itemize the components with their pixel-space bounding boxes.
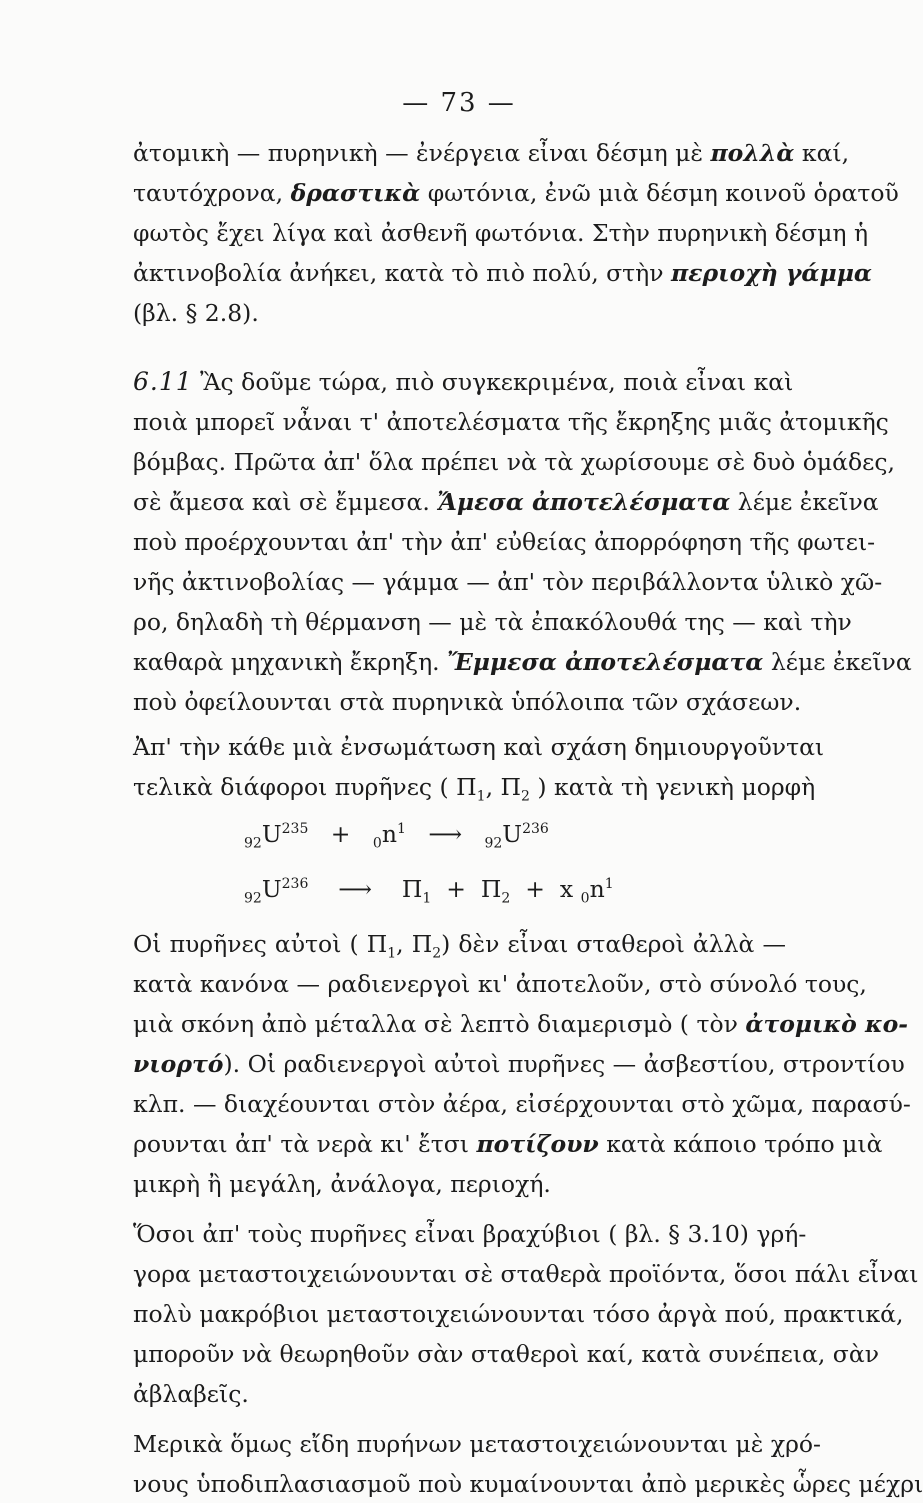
text-line [133,1045,905,1083]
text-segment: ποὺ ὀφείλουνται στὰ πυρηνικὰ ὑπόλοιπα τῶν σχάσεων. [133,688,802,716]
plus-sign: + [446,875,466,903]
text-segment: ρουνται ἀπ' τὰ νερὰ κι' ἔτσι [133,1130,477,1158]
text-segment: , Π [485,773,522,801]
text-line [133,1425,821,1463]
text-line [133,1125,883,1163]
text-line [133,174,899,212]
text-line [133,1165,786,1203]
text-segment: φωτὸς ἔχει λίγα καὶ ἀσθενῆ φωτόνια. Στὴν πυρηνικὴ δέσμη ἡ [133,219,869,247]
text-segment: καί, [794,139,850,167]
emphasized-term: νιορτό [133,1050,224,1078]
section-number: 6.11 [133,367,193,396]
text-line [133,1465,923,1503]
mass-number: 236 [281,876,309,893]
text-segment: Μερικὰ ὅμως εἴδη πυρήνων μεταστοιχειώνουνται μὲ χρό- [133,1430,821,1458]
text-segment: Ἂς δοῦμε τώρα, πιὸ συγκεκριμένα, ποιὰ εἶναι καὶ [192,368,794,396]
text-segment: ἀκτινοβολία ἀνήκει, κατὰ τὸ πιὸ πολύ, στὴν [133,259,672,287]
text-segment: ταυτόχρονα, [133,179,291,207]
multiplier: x [559,875,574,903]
element-symbol: U [502,820,523,848]
text-segment: μποροῦν νὰ θεωρηθοῦν σὰν σταθεροὶ καί, κατὰ συνέπεια, σὰν [133,1340,879,1368]
text-segment: φωτόνια, ἐνῶ μιὰ δέσμη κοινοῦ ὁρατοῦ [420,179,899,207]
neutron-symbol: n [381,820,397,848]
text-segment: σὲ ἄμεσα καὶ σὲ ἔμμεσα. [133,488,438,516]
text-segment: μιὰ σκόνη ἀπὸ μέταλλα σὲ λεπτὸ διαμερισμὸ ( τὸν [133,1010,746,1038]
text-line [133,1375,786,1413]
atomic-number: 92 [484,835,503,852]
text-segment: μικρὴ ἢ μεγάλη, ἀνάλογα, περιοχή. [133,1170,551,1198]
text-line [133,1335,879,1373]
fission-equation-2 [244,870,614,908]
text-segment: βόμβας. Πρῶτα ἀπ' ὅλα πρέπει νὰ τὰ χωρίσουμε σὲ δυὸ ὁμάδες, [133,448,895,476]
emphasized-term: ποτίζουν [476,1130,599,1158]
atomic-number: 92 [244,835,262,852]
text-segment: λέμε ἐκεῖνα [730,488,879,516]
emphasized-term: πολλὰ [710,139,795,167]
plus-sign: + [525,875,545,903]
text-line [133,1085,911,1123]
element-symbol: U [261,820,282,848]
emphasized-term: ἀτομικὸ κο- [745,1010,909,1038]
plus-sign: + [330,820,351,848]
text-segment: ἀβλαβεῖς. [133,1380,249,1408]
text-segment: πολὺ μακρόβιοι μεταστοιχειώνουνται τόσο ἀργὰ πού, πρακτικά, [133,1300,904,1328]
emphasized-term: δραστικὰ [290,179,421,207]
product-index: 2 [501,890,511,907]
subscript: 1 [387,945,397,962]
atomic-number: 0 [372,835,382,852]
neutron-symbol: n [589,875,605,903]
text-line [133,523,876,561]
page-number: — 73 — [402,88,516,118]
text-line [133,1215,807,1253]
text-line [133,403,889,441]
arrow-symbol: ⟶ [428,820,463,848]
section-start-line [133,363,794,401]
text-segment: (βλ. § 2.8). [133,299,259,327]
text-segment: νους ὑποδιπλασιασμοῦ ποὺ κυμαίνουνται ἀπὸ μερικὲς ὧρες μέχρι [133,1470,923,1498]
element-symbol: U [261,875,282,903]
text-segment: ρο, δηλαδὴ τὴ θέρμανση — μὲ τὰ ἐπακόλουθά της — καὶ τὴν [133,608,852,636]
product-index: 1 [422,890,432,907]
text-line [133,768,816,806]
text-line [133,925,786,963]
text-segment: ). Οἱ ραδιενεργοὶ αὐτοὶ πυρῆνες — ἀσβεστίου, στροντίου [223,1050,905,1078]
atomic-number: 92 [244,890,262,907]
text-line [133,603,852,641]
text-segment: Ὅσοι ἀπ' τοὺς πυρῆνες εἶναι βραχύβιοι ( βλ. § 3.10) γρή- [133,1220,807,1248]
text-segment: τελικὰ διάφοροι πυρῆνες ( Π [133,773,477,801]
text-segment: ἀτομικὴ — πυρηνικὴ — ἐνέργεια εἶναι δέσμη μὲ [133,139,711,167]
text-line [133,214,869,252]
text-line [133,294,786,332]
fission-equation-1 [244,815,549,853]
text-line [133,254,872,292]
subscript: 2 [432,945,442,962]
mass-number: 236 [522,821,549,838]
mass-number: 1 [396,821,406,838]
emphasized-term: Ἔμμεσα ἀποτελέσματα [447,648,764,676]
text-line [133,965,867,1003]
atomic-number: 0 [580,890,590,907]
arrow-symbol: ⟶ [338,875,372,903]
mass-number: 1 [604,876,614,893]
text-segment: κατὰ κανόνα — ραδιενεργοὶ κι' ἀποτελοῦν, στὸ σύνολό τους, [133,970,867,998]
emphasized-term: Ἄμεσα ἀποτελέσματα [437,488,731,516]
text-line [133,563,883,601]
text-line [133,728,825,766]
text-segment: γορα μεταστοιχειώνουνται σὲ σταθερὰ προϊόντα, ὅσοι πάλι εἶναι [133,1260,919,1288]
text-line [133,1005,909,1043]
emphasized-term: περιοχὴ γάμμα [671,259,872,287]
subscript: 1 [476,788,486,805]
text-segment: ) δὲν εἶναι σταθεροὶ ἀλλὰ — [441,930,786,958]
text-line [133,134,850,172]
text-line [133,1295,904,1333]
text-segment: Οἱ πυρῆνες αὐτοὶ ( Π [133,930,388,958]
text-segment: καθαρὰ μηχανικὴ ἔκρηξη. [133,648,448,676]
text-segment: ) κατὰ τὴ γενικὴ μορφὴ [529,773,816,801]
text-segment: νῆς ἀκτινοβολίας — γάμμα — ἀπ' τὸν περιβάλλοντα ὑλικὸ χῶ- [133,568,883,596]
text-segment: κλπ. — διαχέουνται στὸν ἀέρα, εἰσέρχουνται στὸ χῶμα, παρασύ- [133,1090,911,1118]
subscript: 2 [521,788,530,805]
text-line [133,643,912,681]
product-symbol: Π [480,875,502,903]
text-line [133,1255,919,1293]
text-segment: κατὰ κάποιο τρόπο μιὰ [598,1130,883,1158]
text-segment: , Π [396,930,433,958]
text-segment: ποὺ προέρχουνται ἀπ' τὴν ἀπ' εὐθείας ἀπορρόφηση τῆς φωτει- [133,528,876,556]
text-line [133,443,895,481]
text-line [133,683,802,721]
text-line [133,483,879,521]
text-segment: λέμε ἐκεῖνα [763,648,912,676]
product-symbol: Π [401,875,423,903]
text-segment: Ἀπ' τὴν κάθε μιὰ ἐνσωμάτωση καὶ σχάση δημιουργοῦνται [133,733,825,761]
text-segment: ποιὰ μπορεῖ νἆναι τ' ἀποτελέσματα τῆς ἔκρηξης μιᾶς ἀτομικῆς [133,408,889,436]
mass-number: 235 [281,821,309,838]
